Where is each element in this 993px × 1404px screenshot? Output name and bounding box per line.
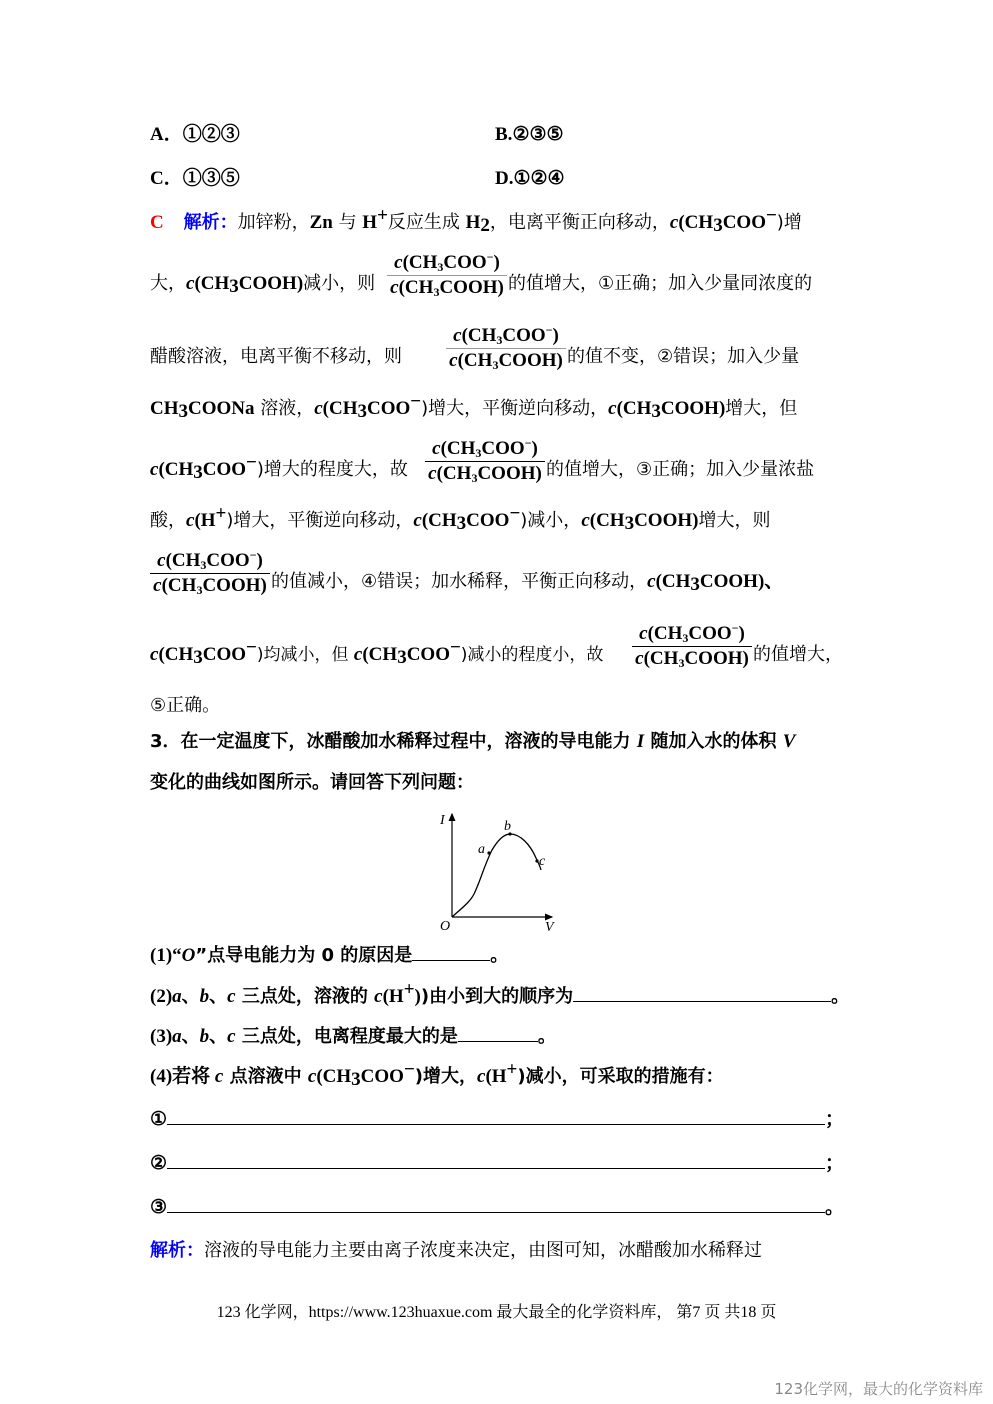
variable: b bbox=[199, 1026, 210, 1047]
origin-label: O bbox=[440, 919, 451, 934]
formula-sub: 3 bbox=[193, 647, 203, 668]
variable: O bbox=[181, 945, 196, 966]
blank-number: ③ bbox=[150, 1197, 168, 1218]
formula-sup: + bbox=[506, 1059, 518, 1080]
text: 减小，则 bbox=[303, 273, 376, 294]
formula-sup: + bbox=[215, 503, 227, 524]
fraction-denominator: $c(CH_3COOH)$ bbox=[449, 350, 563, 372]
text: 的值不变，②错误；加入少量 bbox=[567, 346, 800, 367]
variable: c bbox=[214, 1066, 224, 1087]
text: 、 bbox=[181, 986, 200, 1007]
text: 。 bbox=[490, 945, 509, 966]
formula-sub: 3 bbox=[713, 215, 723, 236]
page-footer: 123 化学网，https://www.123huaxue.com 最大最全的化学资料库， 第7 页 共18 页 bbox=[216, 1304, 777, 1321]
blank-line-3 bbox=[150, 1194, 844, 1220]
formula-sub: 3 bbox=[357, 401, 367, 422]
question-3-stem bbox=[150, 729, 795, 754]
fraction-numerator: $c(CH_3COO^-)$ bbox=[453, 323, 559, 347]
answer-blank[interactable] bbox=[167, 1194, 825, 1213]
text: 。 bbox=[831, 986, 850, 1007]
text: 的值减小，④错误；加水稀释，平衡正向移动， bbox=[271, 571, 648, 592]
text: (3) bbox=[150, 1026, 173, 1047]
formula-sup: + bbox=[403, 979, 415, 1000]
formula: c bbox=[581, 510, 590, 531]
fraction-numerator: $c(CH_3COO^-)$ bbox=[639, 621, 745, 645]
formula: c bbox=[186, 273, 195, 294]
answer-blank[interactable] bbox=[167, 1106, 825, 1125]
formula: COO bbox=[722, 212, 766, 233]
formula: COO bbox=[360, 1066, 404, 1087]
text: )增大， bbox=[414, 1066, 477, 1087]
option-d bbox=[495, 166, 565, 191]
text: 的值增大， bbox=[753, 644, 843, 665]
fraction-bar bbox=[446, 348, 566, 349]
analysis-line-5-tail bbox=[546, 457, 814, 482]
text: 大， bbox=[150, 273, 186, 294]
text: )由小到大的顺序为 bbox=[420, 986, 574, 1007]
text: )减小，可采取的措施有： bbox=[517, 1066, 724, 1087]
formula-sup: − bbox=[765, 205, 777, 226]
blank-number: ② bbox=[150, 1153, 168, 1174]
formula: COO bbox=[202, 459, 247, 480]
fraction-denominator: $c(CH_3COOH)$ bbox=[428, 463, 542, 485]
formula-sub: 3 bbox=[229, 276, 239, 297]
formula: c bbox=[314, 398, 323, 419]
formula: COOH) bbox=[634, 510, 699, 531]
formula: COO bbox=[466, 510, 510, 531]
conductivity-curve bbox=[452, 834, 541, 917]
analysis-line-3 bbox=[150, 344, 402, 369]
text: (4)若将 bbox=[150, 1066, 215, 1087]
conductivity-graph bbox=[430, 806, 565, 936]
analysis-line-9 bbox=[150, 693, 220, 718]
formula: (H bbox=[382, 986, 404, 1007]
formula-sub: 3 bbox=[178, 401, 188, 422]
formula-sub: 3 bbox=[397, 647, 407, 668]
formula-sub: 3 bbox=[456, 513, 467, 534]
fraction-numerator: $c(CH_3COO^-)$ bbox=[157, 548, 263, 572]
formula: (CH bbox=[194, 273, 230, 294]
sub-question-1 bbox=[150, 942, 508, 968]
analysis-line-1 bbox=[150, 205, 802, 236]
analysis-line-7 bbox=[271, 569, 783, 594]
formula: c bbox=[186, 510, 195, 531]
formula-sup: + bbox=[377, 205, 388, 226]
text: 、 bbox=[209, 1026, 228, 1047]
formula: c bbox=[150, 459, 159, 480]
formula: Zn bbox=[309, 212, 333, 233]
analysis-line-4 bbox=[150, 391, 798, 422]
formula: (H bbox=[485, 1066, 507, 1087]
formula: c bbox=[374, 986, 383, 1007]
blank-number: ① bbox=[150, 1109, 168, 1130]
text: )增 bbox=[776, 212, 802, 233]
formula: (CH bbox=[158, 644, 194, 665]
fraction-denominator: $c(CH_3COOH)$ bbox=[635, 648, 749, 670]
formula: COOH) bbox=[238, 273, 304, 294]
formula: (CH bbox=[655, 571, 691, 592]
option-c bbox=[150, 166, 240, 191]
formula-sup: − bbox=[246, 452, 257, 473]
formula-sup: − bbox=[509, 503, 521, 524]
formula: COO bbox=[367, 398, 411, 419]
fraction-numerator: $c(CH_3COO^-)$ bbox=[394, 250, 500, 274]
q3-analysis bbox=[150, 1238, 762, 1263]
variable: c bbox=[227, 986, 236, 1007]
formula: (CH bbox=[678, 212, 714, 233]
option-a bbox=[150, 122, 240, 147]
text: 增大，则 bbox=[698, 510, 771, 531]
text: 反应生成 bbox=[387, 212, 466, 233]
formula-sub: 3 bbox=[624, 513, 635, 534]
text: )增大，平衡逆向移动， bbox=[226, 510, 414, 531]
fraction bbox=[446, 325, 566, 372]
formula-sup: − bbox=[403, 1059, 415, 1080]
fraction-bar bbox=[387, 275, 507, 276]
blank-end: ； bbox=[825, 1109, 845, 1130]
text: ，电离平衡正向移动， bbox=[489, 212, 670, 233]
text: 三点处，溶液的 bbox=[235, 986, 375, 1007]
text: 3．在一定温度下，冰醋酸加水稀释过程中，溶液的导电能力 bbox=[150, 731, 637, 752]
variable: V bbox=[782, 731, 796, 752]
answer-letter: C bbox=[150, 212, 164, 233]
fraction-bar bbox=[150, 573, 270, 574]
text: 溶液的导电能力主要由离子浓度来决定，由图可知，冰醋酸加水稀释过 bbox=[204, 1240, 762, 1261]
option-letter: C． bbox=[150, 168, 183, 189]
analysis-line-8-tail bbox=[753, 642, 843, 667]
formula: (CH bbox=[362, 644, 398, 665]
variable: I bbox=[636, 731, 645, 752]
option-letter: B. bbox=[495, 124, 513, 145]
formula: H bbox=[362, 212, 378, 233]
formula-sub: 3 bbox=[690, 574, 700, 595]
watermark: 123化学网，最大的化学资料库 bbox=[774, 1380, 983, 1398]
formula: COOH)、 bbox=[699, 571, 784, 592]
text: 三点处，电离程度最大的是 bbox=[235, 1026, 458, 1047]
point-a bbox=[487, 851, 490, 854]
formula-sup: − bbox=[410, 391, 422, 412]
formula: (CH bbox=[158, 459, 194, 480]
question-3-stem-2 bbox=[150, 770, 474, 795]
text: 的值增大，①正确；加入少量同浓度的 bbox=[508, 273, 813, 294]
point-b-label: b bbox=[504, 819, 511, 834]
formula: c bbox=[477, 1066, 486, 1087]
sub-question-3 bbox=[150, 1023, 556, 1049]
fraction bbox=[632, 623, 752, 670]
formula-sup: − bbox=[246, 637, 257, 658]
text: 随加入水的体积 bbox=[644, 731, 783, 752]
formula: c bbox=[647, 571, 656, 592]
option-value: ②③⑤ bbox=[512, 124, 564, 145]
x-axis-label: V bbox=[545, 920, 554, 935]
formula: COO bbox=[202, 644, 247, 665]
formula-sub: 3 bbox=[193, 462, 203, 483]
analysis-line-6 bbox=[150, 503, 771, 534]
blank-end: 。 bbox=[825, 1197, 845, 1218]
text: ”点导电能力为 0 的原因是 bbox=[195, 945, 413, 966]
formula: c bbox=[669, 212, 679, 233]
option-letter: D. bbox=[495, 168, 514, 189]
analysis-line-2-tail bbox=[508, 271, 812, 296]
formula: (CH bbox=[421, 510, 457, 531]
formula: COONa bbox=[188, 398, 255, 419]
fraction bbox=[387, 252, 507, 299]
formula-sub: 3 bbox=[651, 401, 661, 422]
text: 、 bbox=[209, 986, 228, 1007]
text: 溶液， bbox=[254, 398, 315, 419]
analysis-line-8 bbox=[150, 637, 604, 668]
variable: a bbox=[172, 986, 182, 1007]
blank-end: ； bbox=[825, 1153, 845, 1174]
variable: b bbox=[199, 986, 210, 1007]
text: 醋酸溶液，电离平衡不移动，则 bbox=[150, 346, 402, 367]
option-value: ①②③ bbox=[182, 124, 240, 145]
formula: c bbox=[307, 1066, 317, 1087]
option-b bbox=[495, 122, 564, 147]
formula: H bbox=[465, 212, 481, 233]
formula: COO bbox=[406, 644, 450, 665]
formula: (CH bbox=[589, 510, 625, 531]
formula: c bbox=[608, 398, 617, 419]
formula-sub: 2 bbox=[480, 215, 490, 236]
answer-blank[interactable] bbox=[167, 1150, 825, 1169]
formula-sub: 3 bbox=[351, 1069, 361, 1090]
formula-sup: − bbox=[449, 637, 461, 658]
point-c-label: c bbox=[539, 854, 546, 869]
formula: COOH) bbox=[660, 398, 726, 419]
text: )减小， bbox=[520, 510, 582, 531]
text: 点溶液中 bbox=[223, 1066, 308, 1087]
text: 、 bbox=[181, 1026, 200, 1047]
analysis-line-3-tail bbox=[567, 344, 799, 369]
fraction-denominator: $c(CH_3COOH)$ bbox=[390, 277, 504, 299]
blank-line-2 bbox=[150, 1150, 844, 1176]
variable: c bbox=[227, 1026, 236, 1047]
formula: (CH bbox=[616, 398, 652, 419]
formula: CH bbox=[150, 398, 179, 419]
text: )增大的程度大，故 bbox=[256, 459, 408, 480]
text: 与 bbox=[332, 212, 363, 233]
option-letter: A． bbox=[150, 124, 183, 145]
fraction bbox=[425, 438, 545, 485]
answer-blank[interactable] bbox=[573, 983, 831, 1002]
fraction-numerator: $c(CH_3COO^-)$ bbox=[432, 436, 538, 460]
analysis-line-2 bbox=[150, 271, 375, 296]
text: 。 bbox=[537, 1026, 556, 1047]
analysis-line-5 bbox=[150, 452, 408, 483]
formula: (CH bbox=[316, 1066, 352, 1087]
point-a-label: a bbox=[478, 842, 485, 857]
fraction-bar bbox=[632, 646, 752, 647]
fraction-bar bbox=[425, 461, 545, 462]
text: 的值增大，③正确；加入少量浓盐 bbox=[546, 459, 815, 480]
text: )均减小，但 bbox=[256, 645, 354, 665]
y-axis-label: I bbox=[440, 813, 445, 828]
answer-blank[interactable] bbox=[458, 1023, 538, 1042]
text: 酸， bbox=[150, 510, 186, 531]
variable: a bbox=[172, 1026, 182, 1047]
formula: c bbox=[353, 644, 363, 665]
formula: (CH bbox=[322, 398, 358, 419]
text: 加锌粉， bbox=[237, 212, 310, 233]
blank-line-1 bbox=[150, 1106, 844, 1132]
text: (1)“ bbox=[150, 945, 182, 966]
sub-question-4 bbox=[150, 1059, 724, 1090]
analysis-label: 解析： bbox=[183, 212, 238, 233]
text: )增大，平衡逆向移动， bbox=[421, 398, 609, 419]
text: (2) bbox=[150, 986, 173, 1007]
text: ⑤正确。 bbox=[150, 695, 221, 716]
formula: c bbox=[413, 510, 422, 531]
text: 变化的曲线如图所示。请回答下列问题： bbox=[150, 772, 474, 793]
text: )减小的程度小，故 bbox=[460, 645, 604, 665]
sub-question-2: (2)a、b、c 三点处，溶液的 c(H+))由小到大的顺序为 。 bbox=[150, 979, 850, 1007]
answer-blank[interactable] bbox=[412, 942, 490, 961]
fraction-denominator: $c(CH_3COOH)$ bbox=[153, 575, 267, 597]
option-value: ①②④ bbox=[513, 168, 565, 189]
formula: (H bbox=[194, 510, 216, 531]
formula: c bbox=[150, 644, 159, 665]
option-value: ①③⑤ bbox=[182, 168, 240, 189]
fraction bbox=[150, 550, 270, 597]
analysis-label: 解析： bbox=[150, 1240, 204, 1261]
text: 增大，但 bbox=[725, 398, 798, 419]
